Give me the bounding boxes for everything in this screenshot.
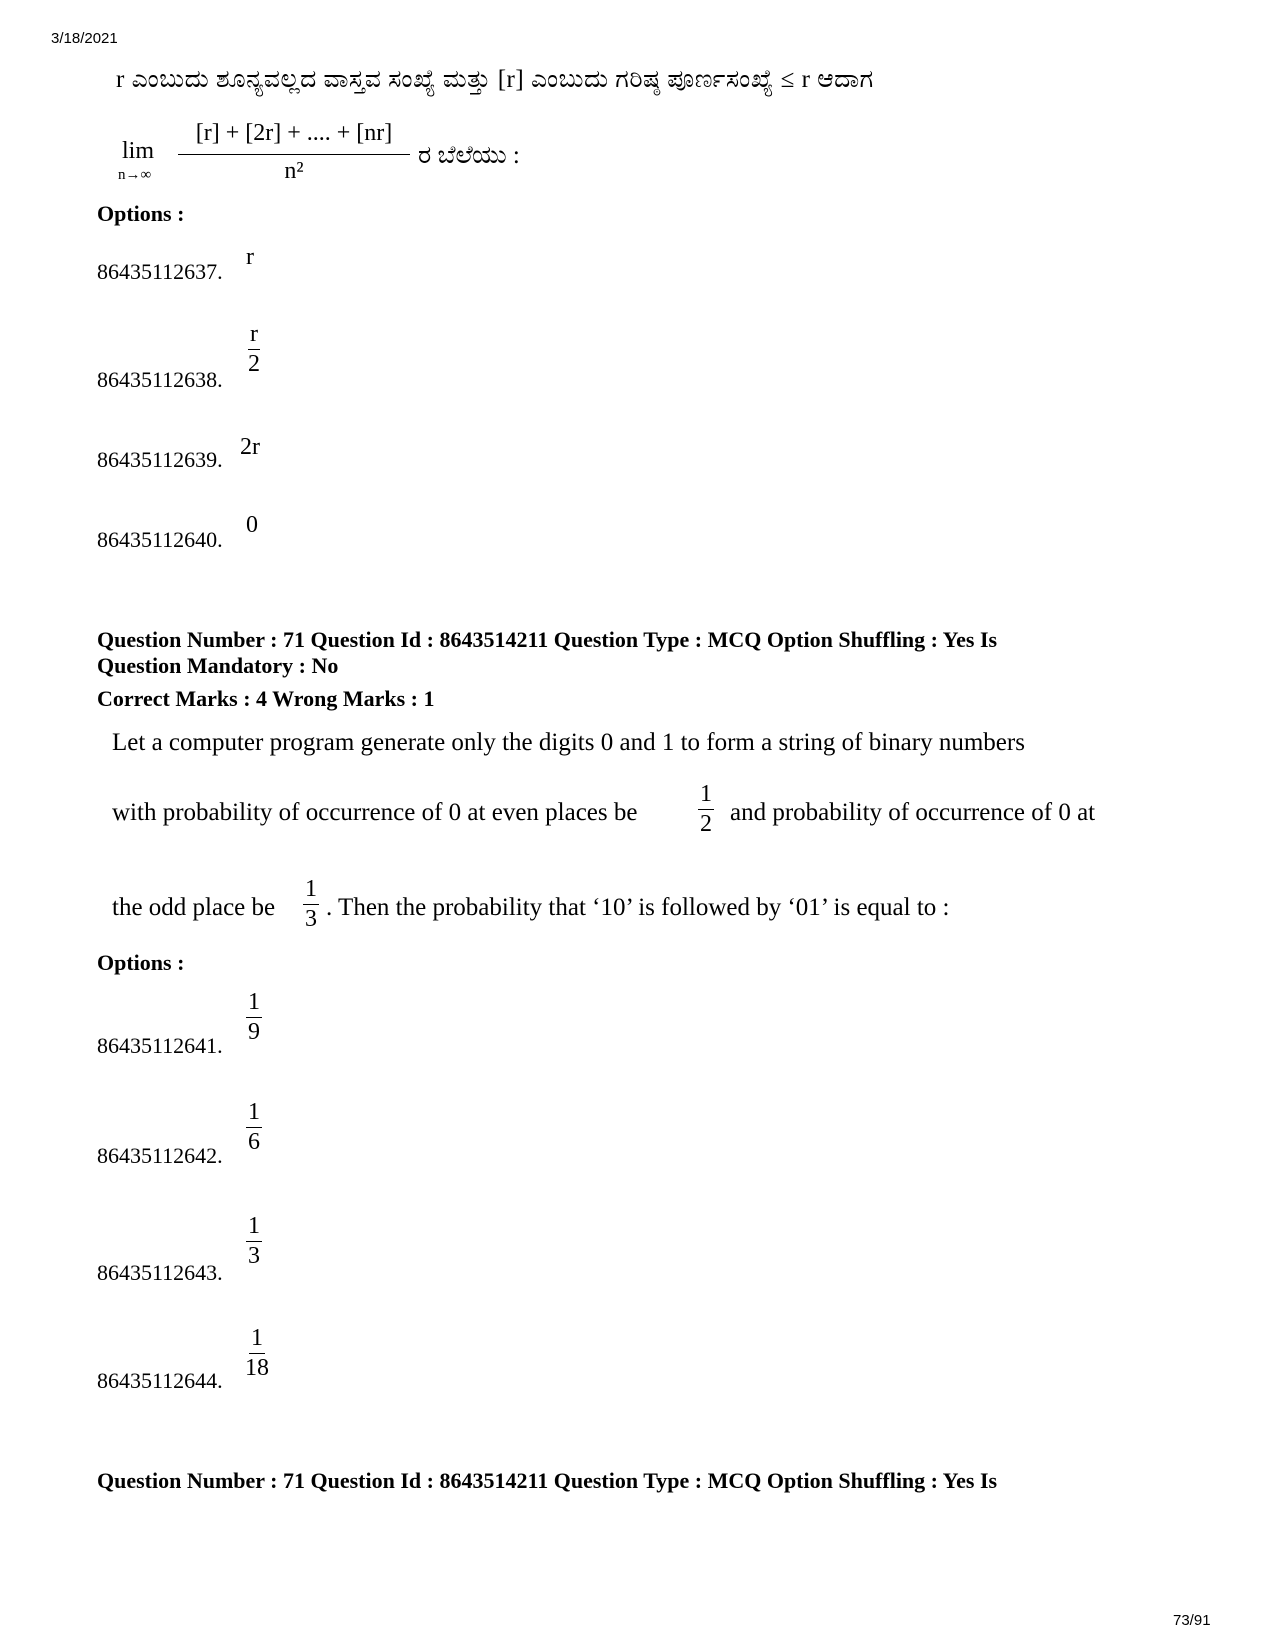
option-id: 86435112640. xyxy=(97,527,223,552)
fraction-denominator: 18 xyxy=(245,1355,269,1382)
inline-fraction xyxy=(303,877,319,932)
question-text-line: and probability of occurrence of 0 at xyxy=(730,799,1096,826)
option-id: 86435112637. xyxy=(97,259,223,284)
option-fraction xyxy=(248,322,260,377)
print-date: 3/18/2021 xyxy=(51,30,118,47)
option-fraction xyxy=(246,1214,262,1269)
question-tail-kannada: ರ ಬೆಲೆಯು : xyxy=(418,142,520,169)
question-marks: Correct Marks : 4 Wrong Marks : 1 xyxy=(97,686,435,711)
option-value: r xyxy=(246,244,254,270)
page-number: 73/91 xyxy=(1173,1612,1211,1629)
fraction-numerator: 1 xyxy=(698,782,714,810)
fraction-numerator: 1 xyxy=(246,990,262,1018)
fraction-denominator: 9 xyxy=(248,1019,260,1046)
option-id: 86435112641. xyxy=(97,1033,223,1058)
option-id: 86435112639. xyxy=(97,447,223,472)
option-fraction xyxy=(246,990,262,1045)
fraction-denominator: 3 xyxy=(248,1243,260,1270)
fraction-numerator: 1 xyxy=(246,1100,262,1128)
option-fraction xyxy=(245,1326,269,1381)
question-mandatory: Question Mandatory : No xyxy=(97,653,339,678)
option-fraction xyxy=(246,1100,262,1155)
fraction-denominator: 2 xyxy=(248,351,260,378)
fraction-denominator: 6 xyxy=(248,1129,260,1156)
fraction-numerator: 1 xyxy=(303,877,319,905)
fraction-bar xyxy=(178,154,410,155)
question-text-kannada: r ಎಂಬುದು ಶೂನ್ಯವಲ್ಲದ ವಾಸ್ತವ ಸಂಖ್ಯೆ ಮತ್ತು [r] ಎಂಬುದು ಗರಿಷ್ಠ ಪೂರ್ಣಸಂಖ್ಯೆ ≤ r ಆದಾಗ xyxy=(116,66,874,93)
lim-label: lim xyxy=(122,138,155,164)
limit-numerator: [r] + [2r] + .... + [nr] xyxy=(195,120,393,146)
question-text-line: with probability of occurrence of 0 at even places be xyxy=(112,799,638,826)
options-label: Options : xyxy=(97,950,185,975)
option-id: 86435112638. xyxy=(97,367,223,392)
inline-fraction xyxy=(698,782,714,837)
fraction-numerator: 1 xyxy=(246,1214,262,1242)
fraction-numerator: r xyxy=(248,322,260,350)
option-value: 2r xyxy=(240,434,260,460)
fraction-denominator: 3 xyxy=(305,906,317,933)
question-text-line: Let a computer program generate only the digits 0 and 1 to form a string of binary numbers xyxy=(112,729,1025,756)
limit-denominator: n² xyxy=(284,158,304,184)
option-value: 0 xyxy=(246,512,258,538)
option-id: 86435112643. xyxy=(97,1260,223,1285)
question-text-line: the odd place be xyxy=(112,894,276,921)
lim-subscript: n→∞ xyxy=(118,167,152,183)
fraction-denominator: 2 xyxy=(700,811,712,838)
question-text-line: . Then the probability that ‘10’ is followed by ‘01’ is equal to : xyxy=(326,894,950,921)
options-label: Options : xyxy=(97,201,185,226)
question-meta: Question Number : 71 Question Id : 8643514211 Question Type : MCQ Option Shuffling : Yes Is xyxy=(97,627,998,652)
question-meta: Question Number : 71 Question Id : 8643514211 Question Type : MCQ Option Shuffling : Yes Is xyxy=(97,1468,998,1493)
option-id: 86435112642. xyxy=(97,1143,223,1168)
fraction-numerator: 1 xyxy=(249,1326,265,1354)
option-id: 86435112644. xyxy=(97,1368,223,1393)
